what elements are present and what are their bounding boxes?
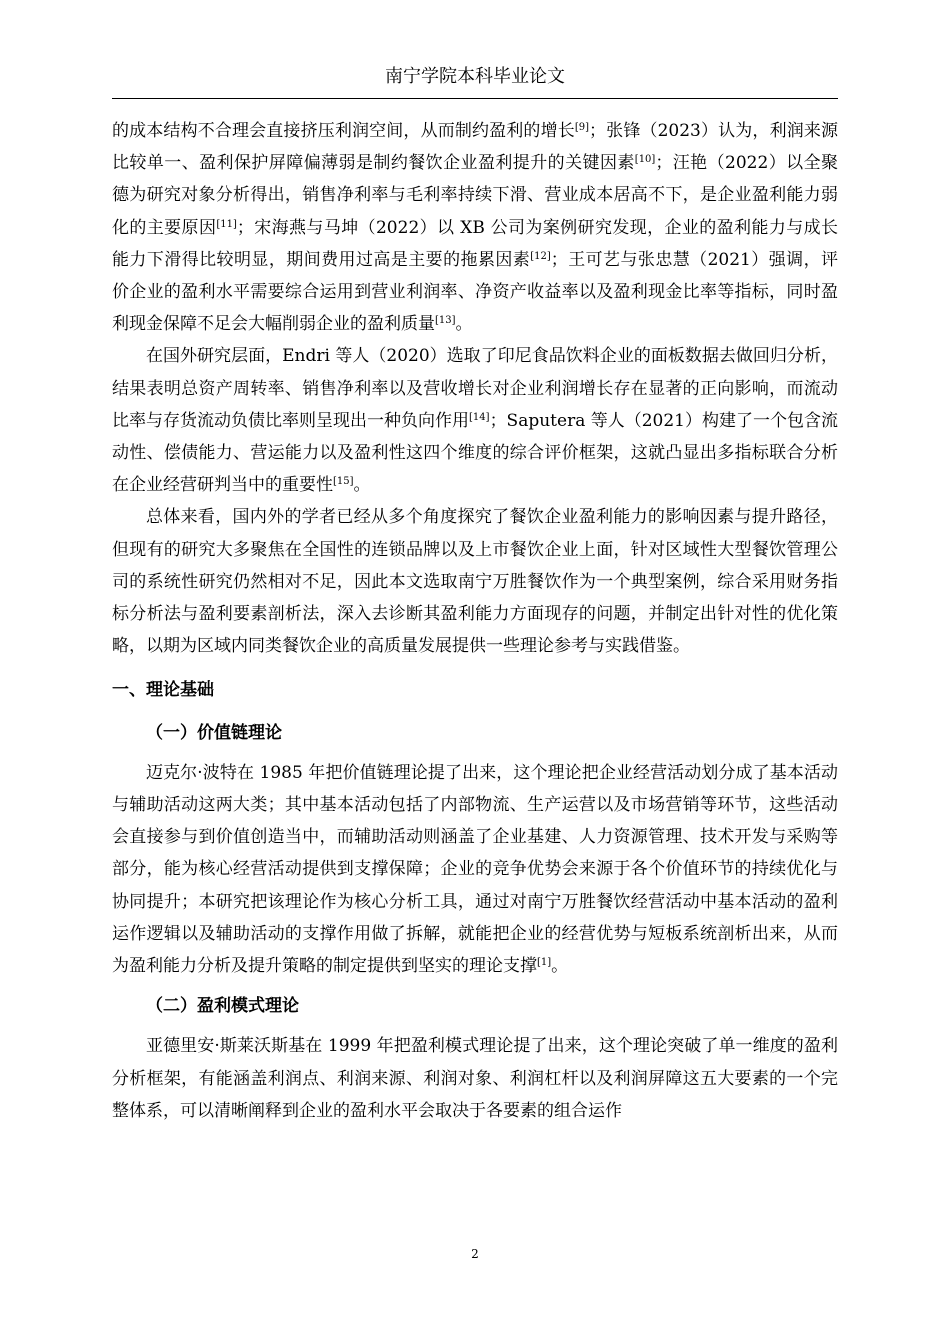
paragraph-domestic-research [112,115,838,340]
page-footer [0,1247,950,1261]
text-run: ；宋海燕与马坤（2022）以 XB 公司为案例研究发现，企业的盈利能力与成长能力下滑得比较明显，期间费用过高是主要的拖累因素 [112,217,839,270]
paragraph-foreign-research [112,340,838,501]
citation: [10] [634,154,656,166]
text-run: ；汪艳（2022）以全聚德为研究对象分析得出，销售净利率与毛利率持续下滑、营业成本居高不下，是企业盈利能力弱化的主要原因 [112,153,839,238]
text-run: ；王可艺与张忠慧（2021）强调，评价企业的盈利水平需要综合运用到营业利润率、净资产收益率以及盈利现金比率等指标，同时盈利现金保障不足会大幅削弱企业的盈利质量 [112,249,838,335]
text-run: 的成本结构不合理会直接挤压利润空间，从而制约盈利的增长 [112,121,575,141]
page-number: 2 [471,1247,479,1261]
text-run: 。 [455,314,473,335]
citation: [14] [469,411,490,423]
text-run: 迈克尔·波特在 1985 年把价值链理论提了出来，这个理论把企业经营活动划分成了基本活动与辅助活动这两大类；其中基本活动包括了内部物流、生产运营以及市场营销等环节，这些活动会直接参与到价值创造当中，而辅助活动则涵盖了企业基建、人力资源管理、技术开发与采购等部分，能为核心经营活动提供到支撑保障；企业的竞争优势会来源于各个价值环节的持续优化与协同提升；本研究把该理论作为核心分析工具，通过对南宁万胜餐饮经营活动中基本活动的盈利运作逻辑以及辅助活动的支撑作用做了拆解，就能把企业的经营优势与短板系统剖析出来，从而为盈利能力分析及提升策略的制定提供到坚实的理论支撑 [112,762,838,977]
citation: [12] [530,250,551,262]
paragraph-summary: 总体来看，国内外的学者已经从多个角度探究了餐饮企业盈利能力的影响因素与提升路径，但现有的研究大多聚焦在全国性的连锁品牌以及上市餐饮企业上面，针对区域性大型餐饮管理公司的系统性研究仍然相对不足，因此本文选取南宁万胜餐饮作为一个典型案例，综合采用财务指标分析法与盈利要素剖析法，深入去诊断其盈利能力方面现存的问题，并制定出针对性的优化策略，以期为区域内同类餐饮企业的高质量发展提供一些理论参考与实践借鉴。 [112,507,838,657]
subsection-heading-profit-model: （二）盈利模式理论 [146,996,299,1017]
citation: [15] [333,476,354,488]
header-title: 南宁学院本科毕业论文 [385,66,565,87]
paragraph-value-chain [112,757,838,982]
paragraph-profit-model: 亚德里安·斯莱沃斯基在 1999 年把盈利模式理论提了出来，这个理论突破了单一维度的盈利分析框架，有能涵盖利润点、利润来源、利润对象、利润杠杆以及利润屏障这五大要素的一个完整体系，可以清晰阐释到企业的盈利水平会取决于各要素的组合运作 [112,1036,838,1121]
text-run: ；张锋（2023）认为，利润来源比较单一、盈利保护屏障偏薄弱是制约餐饮企业盈利提升的关键因素 [112,121,839,174]
citation: [13] [435,315,456,327]
citation: [11] [216,218,237,230]
page-body [112,115,838,1127]
section-heading: 一、理论基础 [112,680,214,701]
text-run: 。 [551,956,569,977]
running-header [112,62,838,99]
text-run: 。 [353,475,371,496]
text-run: ；Saputera 等人（2021）构建了一个包含流动性、偿债能力、营运能力以及盈利性这四个维度的综合评价框架，这就凸显出多指标联合分析在企业经营研判当中的重要性 [112,410,839,496]
subsection-heading-value-chain: （一）价值链理论 [146,722,282,743]
text-run: 在国外研究层面，Endri 等人（2020）选取了印尼食品饮料企业的面板数据去做回归分析，结果表明总资产周转率、销售净利率以及营收增长对企业利润增长存在显著的正向影响，而流动比率与存货流动负债比率则呈现出一种负向作用 [112,346,838,431]
citation: [1] [537,957,552,969]
citation: [9] [574,122,590,133]
